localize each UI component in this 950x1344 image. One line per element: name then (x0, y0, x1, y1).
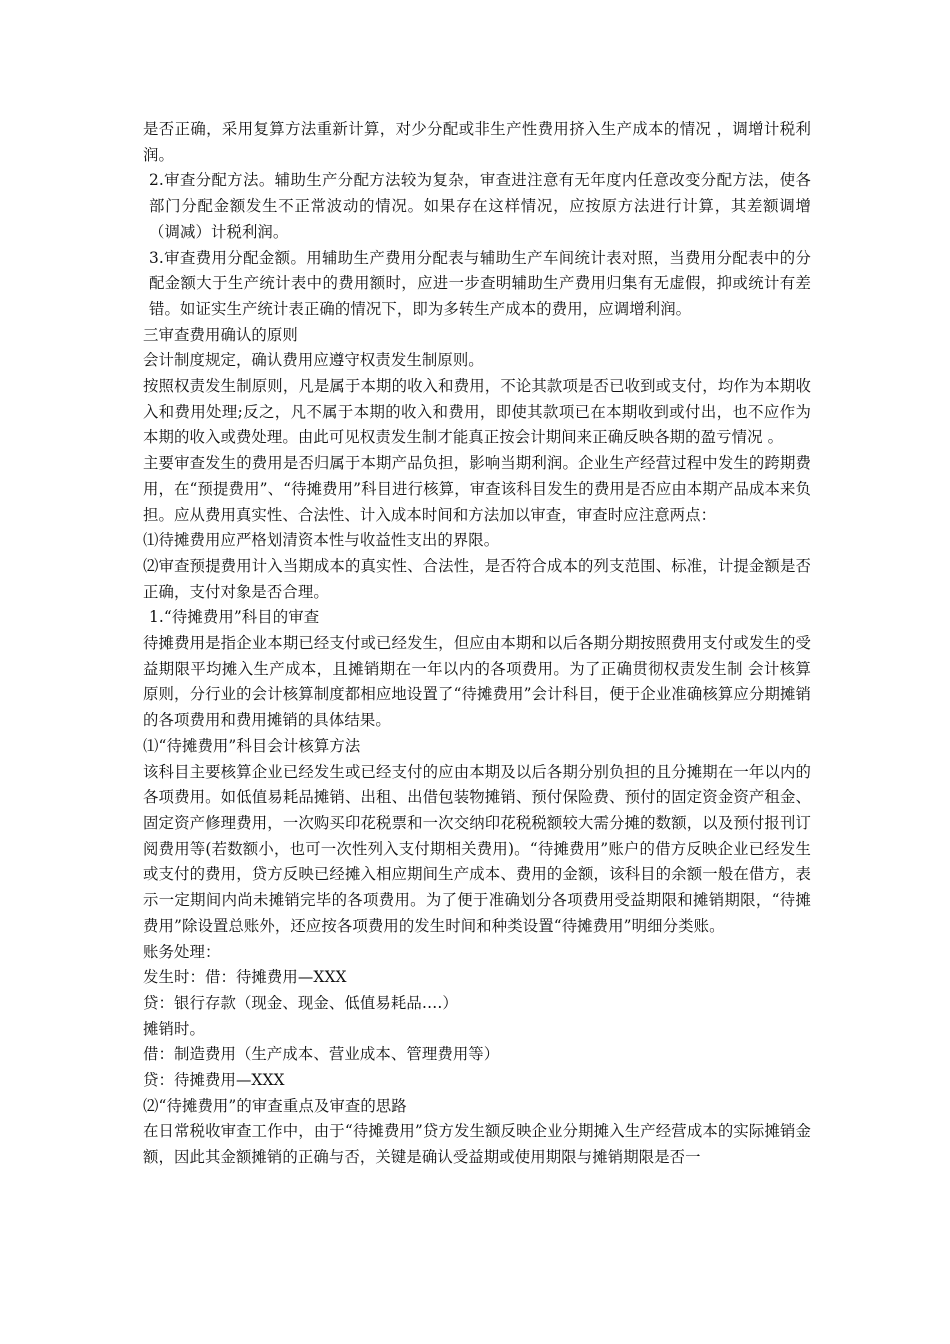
section-heading: 三审查费用确认的原则 (143, 325, 298, 344)
paragraph: 2.审查分配方法。辅助生产分配方法较为复杂，审查进注意有无年度内任意改变分配方法，使各部门分配金额发生不正常波动的情况。如果存在这样情况，应按原方法进行计算，其差额调增（调减）计税利润。 (149, 171, 811, 241)
document-body (143, 117, 811, 1171)
paragraph: 是否正确，采用复算方法重新计算，对少分配或非生产性费用挤入生产成本的情况 ，调增计税利润。 (143, 120, 811, 164)
paragraph: 3.审查费用分配金额。用辅助生产费用分配表与辅助生产车间统计表对照，当费用分配表中的分配金额大于生产统计表中的费用额时，应进一步查明辅助生产费用归集有无虚假，抑或统计有差错。如证实生产统计表正确的情况下，即为多转生产成本的费用，应调增利润。 (149, 248, 811, 318)
entry-line: 贷：银行存款（现金、现金、低值易耗品….） (143, 993, 458, 1012)
paragraph: 在日常税收审查工作中，由于“待摊费用”贷方发生额反映企业分期摊入生产经营成本的实际摊销金额，因此其金额摊销的正确与否，关键是确认受益期或使用期限与摊销期限是否一 (143, 1122, 811, 1167)
subsection-heading: ⑵“待摊费用”的审查重点及审查的思路 (143, 1096, 407, 1115)
list-item: ⑵审查预提费用计入当期成本的真实性、合法性，是否符合成本的列支范围、标准，计提金额是否正确，支付对象是否合理。 (143, 556, 811, 601)
entry-line: 发生时：借：待摊费用—XXX (143, 968, 347, 987)
paragraph: 该科目主要核算企业已经发生或已经支付的应由本期及以后各期分别负担的且分摊期在一年以内的各项费用。如低值易耗品摊销、出租、出借包装物摊销、预付保险费、预付的固定资金资产租金、固定资产修理费用，一次购买印花税票和一次交纳印花税税额较大需分摊的数额，以及预付报刊订阅费用等(若数额小，也可一次性列入支付期相关费用)。“待摊费用”账户的借方反映企业已经发生或支付的费用，贷方反映已经摊入相应期间生产成本、费用的金额，该科目的余额一般在借方，表示一定期间内尚未摊销完毕的各项费用。为了便于准确划分各项费用受益期限和摊销期限，“待摊费用”除设置总账外，还应按各项费用的发生时间和种类设置“待摊费用”明细分类账。 (143, 762, 811, 935)
paragraph: 主要审查发生的费用是否归属于本期产品负担，影响当期利润。企业生产经营过程中发生的跨期费用，在“预提费用”、“待摊费用”科目进行核算，审查该科目发生的费用是否应由本期产品成本来负担。应从费用真实性、合法性、计入成本时间和方法加以审查，审查时应注意两点： (143, 454, 811, 524)
paragraph: 按照权责发生制原则，凡是属于本期的收入和费用，不论其款项是否已收到或支付，均作为本期收入和费用处理;反之，凡不属于本期的收入和费用，即使其款项已在本期收到或付出，也不应作为本期的收入或费处理。由此可见权责发生制才能真正按会计期间来正确反映各期的盈亏情况 。 (143, 377, 811, 447)
entry-line: 借：制造费用（生产成本、营业成本、管理费用等） (143, 1045, 500, 1064)
subsection-heading: ⑴“待摊费用”科目会计核算方法 (143, 736, 361, 755)
paragraph: 待摊费用是指企业本期已经支付或已经发生，但应由本期和以后各期分期按照费用支付或发生的受益期限平均摊入生产成本，且摊销期在一年以内的各项费用。为了正确贯彻权责发生制 会计核算原则，分行业的会计核算制度都相应地设置了“待摊费用”会计科目，便于企业准确核算应分期摊销的各项费用和费用摊销的具体结果。 (143, 634, 811, 730)
entry-line: 贷：待摊费用—XXX (143, 1071, 285, 1090)
entry-line: 摊销时。 (143, 1019, 205, 1038)
subsection-heading: 1.“待摊费用”科目的审查 (149, 608, 320, 627)
paragraph: 会计制度规定，确认费用应遵守权责发生制原则。 (143, 351, 484, 370)
list-item: ⑴待摊费用应严格划清资本性与收益性支出的界限。 (143, 531, 500, 550)
paragraph: 账务处理： (143, 942, 221, 961)
